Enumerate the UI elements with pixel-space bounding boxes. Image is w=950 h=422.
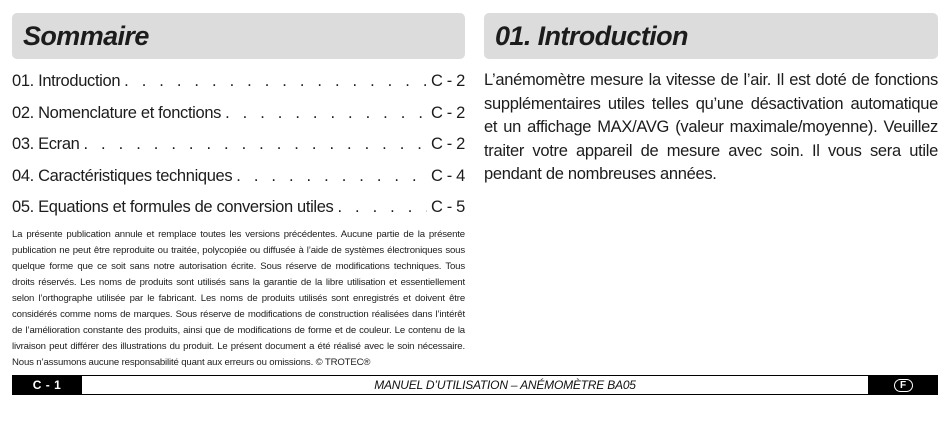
- introduction-header: [484, 13, 938, 59]
- toc-item-label: 03. Ecran: [12, 135, 80, 153]
- toc-item-page: C - 2: [430, 72, 465, 90]
- toc-item-nomenclature[interactable]: [12, 104, 465, 136]
- page-footer: [12, 375, 938, 395]
- toc-item-label: 05. Equations et formules de conversion utiles: [12, 198, 334, 216]
- sommaire-title: Sommaire: [23, 20, 149, 51]
- toc-item-equations[interactable]: [12, 198, 465, 230]
- toc-item-page: C - 2: [430, 135, 465, 153]
- toc-item-page: C - 2: [430, 103, 465, 122]
- toc-leader-dots: [337, 198, 427, 217]
- page-number: C - 1: [12, 376, 82, 394]
- toc-leader-dots: [83, 135, 427, 154]
- toc-leader-dots: [225, 104, 427, 123]
- introduction-body: L’anémomètre mesure la vitesse de l’air. Il est doté de fonctions supplémentaires utiles telles qu’une désactivation automatique et un affichage MAX/AVG (valeur maximale/moyenne). Veuillez traiter votre appareil de mesure avec soin. Il vous sera utile pendant de nombreuses années.: [484, 71, 938, 183]
- toc-leader-dots: [236, 167, 427, 186]
- toc-item-label: 02. Nomenclature et fonctions: [12, 103, 222, 122]
- language-tab: [868, 376, 938, 394]
- legal-notice: La présente publication annule et remplace toutes les versions précédentes. Aucune partie de la présente publication ne peut être reproduite ou traitée, polycopiée ou diffusée à l’aide de systèmes électroniques sous quelque forme que ce soit sans notre autorisation écrite. Sous réserve de modifications techniques. Tous droits réservés. Les noms de produits sont utilisés sans la garantie de la libre utilisation et essentiellement selon l’orthographe utilisée par le fabricant. Les noms de produits utilisés sont enregistrés et doivent être considérés comme noms de marques. Sous réserve de modifications de construction réalisées dans l’intérêt de l’amélioration constante des produits, ainsi que de modifications de forme et de couleur. Le contenu de la livraison peut différer des illustrations du produit. Le présent document a été réalisé avec le soin nécessaire. Nous n’assumons aucune responsabilité quant aux erreurs ou omissions. © TROTEC®: [12, 228, 465, 369]
- toc-item-introduction[interactable]: [12, 72, 465, 104]
- toc-item-label: 04. Caractéristiques techniques: [12, 166, 233, 185]
- language-badge: F: [894, 379, 913, 392]
- sommaire-header: [12, 13, 465, 59]
- toc-item-caracteristiques[interactable]: [12, 167, 465, 199]
- table-of-contents: [12, 72, 465, 230]
- toc-item-label: 01. Introduction: [12, 72, 121, 90]
- sommaire-column: [12, 13, 465, 371]
- introduction-column: [484, 13, 938, 187]
- footer-title: MANUEL D’UTILISATION – ANÉMOMÈTRE BA05: [374, 378, 636, 392]
- toc-item-ecran[interactable]: [12, 135, 465, 167]
- toc-item-page: C - 4: [430, 166, 465, 185]
- toc-leader-dots: [124, 72, 427, 91]
- introduction-title: 01. Introduction: [495, 20, 688, 51]
- toc-item-page: C - 5: [430, 198, 465, 216]
